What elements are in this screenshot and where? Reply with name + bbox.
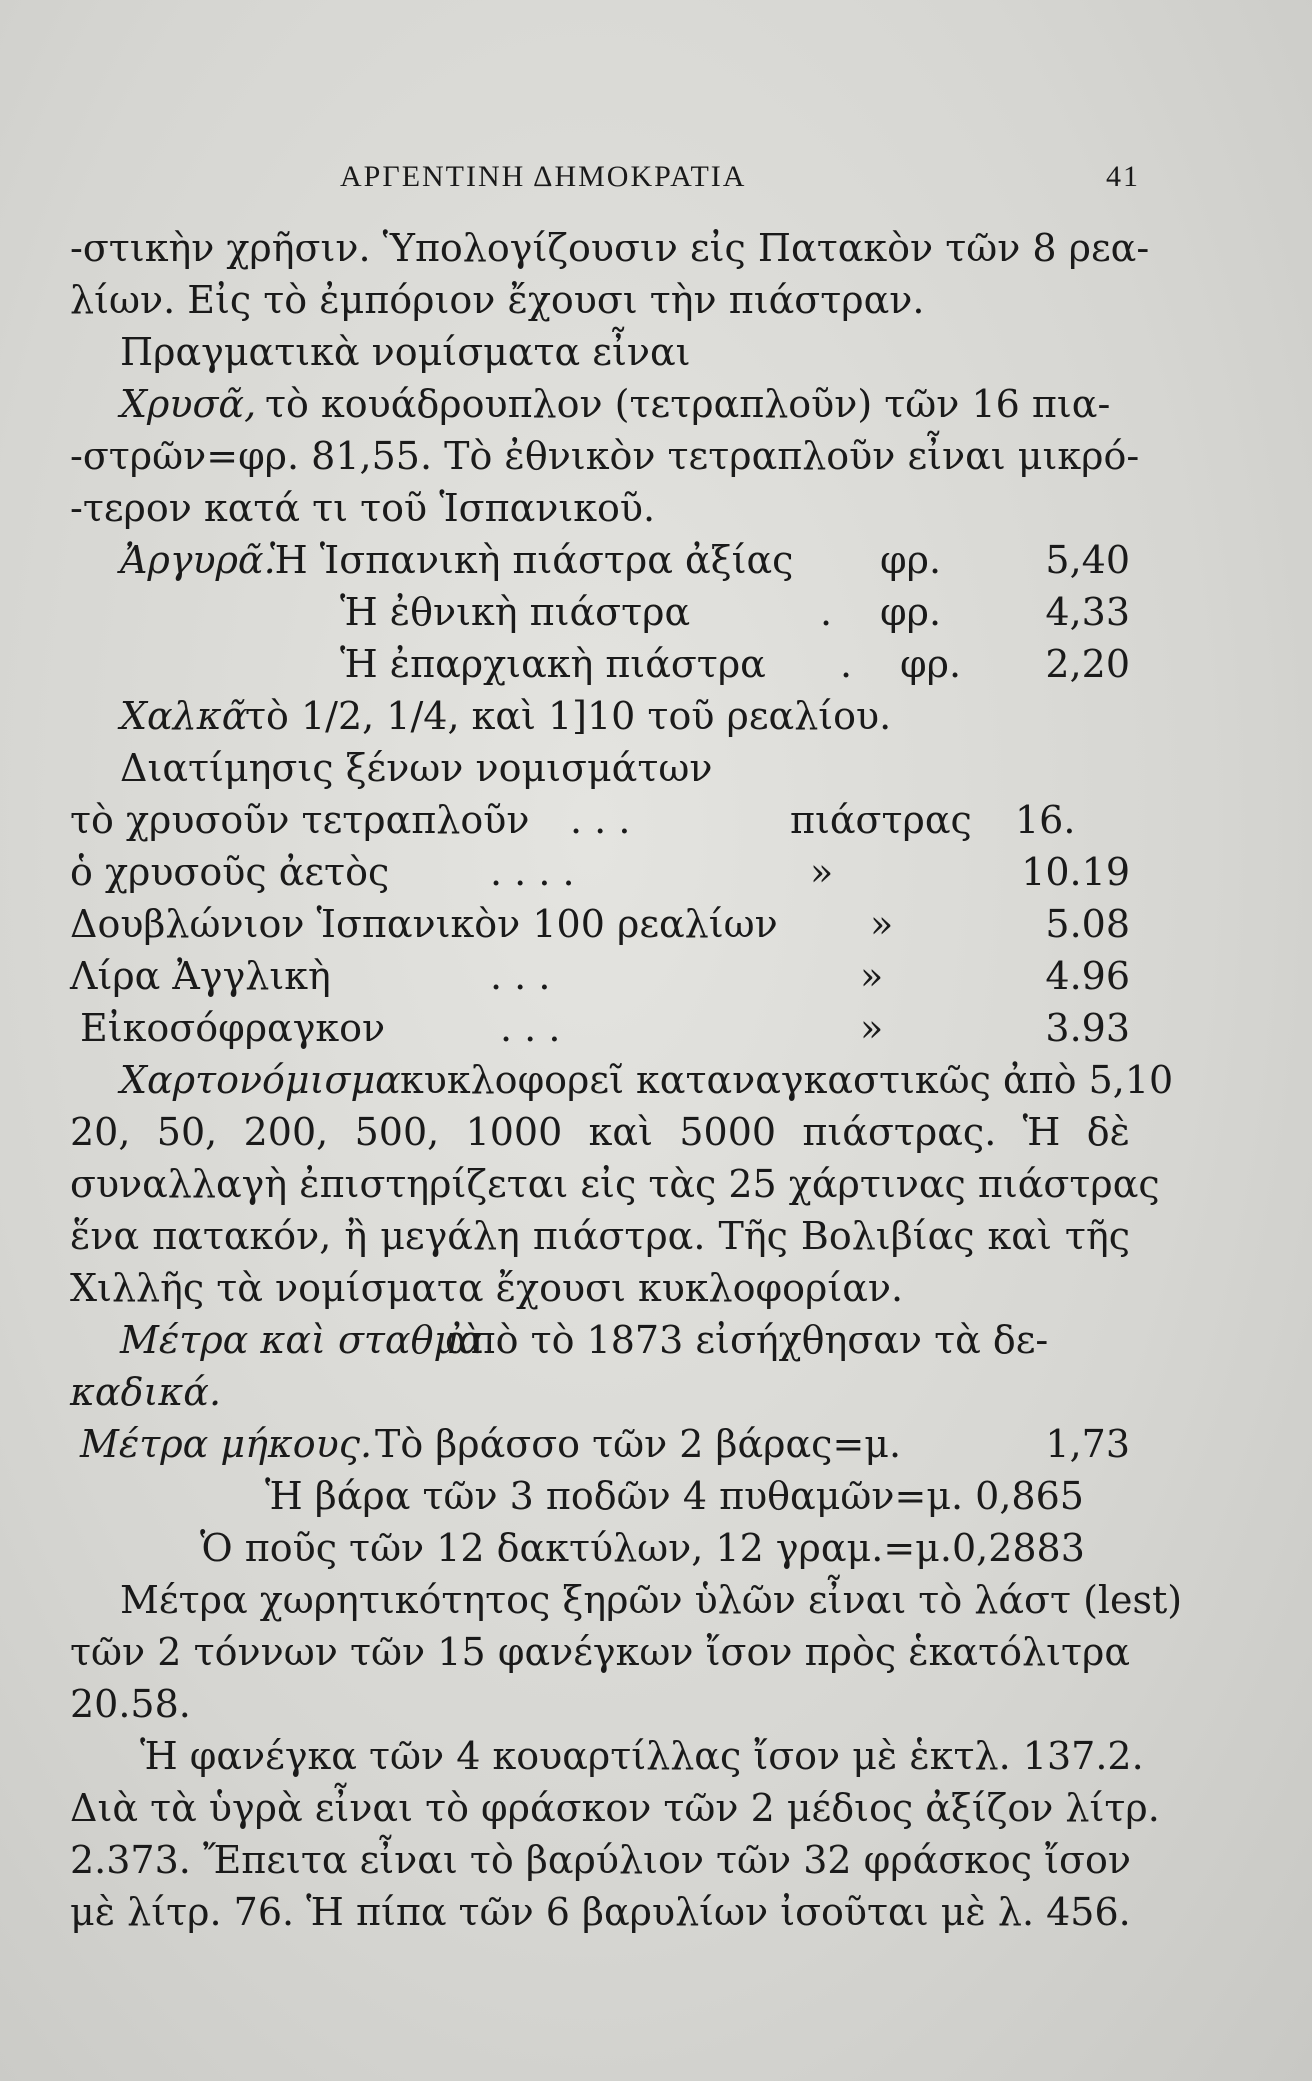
silver-dot-2: . — [820, 590, 833, 634]
foreign-item-2: ὁ χρυσοῦς ἀετὸς — [70, 850, 390, 894]
text-line-5: -στρῶν=φρ. 81,55. Τὸ ἐθνικὸν τετραπλοῦν εἶναι μικρό- — [70, 434, 1140, 478]
text-line-6: -τερον κατά τι τοῦ Ἱσπανικοῦ. — [70, 486, 656, 530]
text-line-2: λίων. Εἰς τὸ ἐμπόριον ἔχουσι τὴν πιάστραν. — [70, 278, 925, 322]
silver-value-3: 2,20 — [1045, 642, 1130, 686]
text-line-4 — [70, 378, 1130, 430]
foreign-dots-2: . . . . — [490, 850, 575, 894]
weights-label: Μέτρα καὶ σταθμὰ — [120, 1318, 484, 1362]
foreign-row-2 — [70, 846, 1130, 898]
foreign-unit-2: » — [810, 850, 834, 894]
running-header — [340, 160, 1140, 200]
foreign-unit-4: » — [860, 954, 884, 998]
length-value: 1,73 — [1045, 1422, 1130, 1466]
foreign-item-4: Λίρα Ἀγγλικὴ — [70, 954, 331, 998]
foreign-row-4 — [70, 950, 1130, 1002]
page-number: 41 — [1106, 160, 1140, 193]
copper-label: Χαλκᾶ — [120, 694, 248, 738]
weights-text: ἀπὸ τὸ 1873 εἰσήχθησαν τὰ δε- — [445, 1318, 1049, 1362]
gold-label: Χρυσᾶ, — [120, 382, 257, 426]
foreign-row-1 — [70, 794, 1130, 846]
text-line-20: ἕνα πατακόν, ἢ μεγάλη πιάστρα. Τῆς Βολιβίας καὶ τῆς — [70, 1214, 1130, 1258]
foreign-unit-5: » — [860, 1006, 884, 1050]
copper-text: τὸ 1/2, 1/4, καὶ 1]10 τοῦ ρεαλίου. — [245, 694, 892, 738]
silver-unit-3: φρ. — [900, 642, 962, 686]
foreign-item-1: τὸ χρυσοῦν τετραπλοῦν — [70, 798, 530, 842]
text-line-31: Διὰ τὰ ὑγρὰ εἶναι τὸ φράσκον τῶν 2 μέδιος ἀξίζον λίτρ. — [70, 1786, 1160, 1830]
silver-row-3 — [70, 638, 1130, 690]
foreign-value-4: 4.96 — [1045, 954, 1130, 998]
foreign-dots-4: . . . — [490, 954, 551, 998]
foreign-value-5: 3.93 — [1045, 1006, 1130, 1050]
foreign-unit-1: πιάστρας — [790, 798, 972, 842]
text-line-3: Πραγματικὰ νομίσματα εἶναι — [120, 330, 691, 374]
silver-label: Ἀργυρᾶ. — [120, 538, 276, 582]
foreign-row-5 — [70, 1002, 1130, 1054]
text-line-28: τῶν 2 τόννων τῶν 15 φανέγκων ἴσον πρὸς ἑκατόλιτρα — [70, 1630, 1130, 1674]
text-line-1: -στικὴν χρῆσιν. Ὑπολογίζουσιν εἰς Πατακὸν τῶν 8 ρεα- — [70, 226, 1150, 270]
text-line-25: Ἡ βάρα τῶν 3 ποδῶν 4 πυθαμῶν=μ. 0,865 — [265, 1474, 1084, 1518]
foreign-row-3 — [70, 898, 1130, 950]
text-line-18: 20, 50, 200, 500, 1000 καὶ 5000 πιάστρας. Ἡ δὲ — [70, 1110, 1130, 1154]
silver-row-2 — [70, 586, 1130, 638]
foreign-value-3: 5.08 — [1045, 902, 1130, 946]
text-line-26: Ὁ ποῦς τῶν 12 δακτύλων, 12 γραμ.=μ.0,2883 — [200, 1526, 1085, 1570]
paper-money-label: Χαρτονόμισμα — [120, 1058, 401, 1102]
text-line-23: καδικά. — [70, 1370, 222, 1414]
silver-unit-2: φρ. — [880, 590, 942, 634]
silver-item-2: Ἡ ἐθνικὴ πιάστρα — [340, 590, 691, 634]
length-text: Τὸ βράσσο τῶν 2 βάρας=μ. — [375, 1422, 902, 1466]
text-line-11: Διατίμησις ξένων νομισμάτων — [120, 746, 713, 790]
silver-row-1 — [70, 534, 1130, 586]
text-line-10 — [70, 690, 1130, 742]
text-line-24 — [70, 1418, 1130, 1470]
text-line-22 — [70, 1314, 1130, 1366]
text-line-27: Μέτρα χωρητικότητος ξηρῶν ὑλῶν εἶναι τὸ λάστ (lest) — [120, 1578, 1183, 1622]
gold-text: τὸ κουάδρουπλον (τετραπλοῦν) τῶν 16 πια- — [265, 382, 1111, 426]
foreign-dots-1: . . . — [570, 798, 631, 842]
text-line-21: Χιλλῆς τὰ νομίσματα ἔχουσι κυκλοφορίαν. — [70, 1266, 904, 1310]
paper-money-text: κυκλοφορεῖ καταναγκαστικῶς ἀπὸ 5,10 — [400, 1058, 1174, 1102]
length-label: Μέτρα μήκους. — [80, 1422, 373, 1466]
silver-value-2: 4,33 — [1045, 590, 1130, 634]
foreign-item-5: Εἰκοσόφραγκον — [80, 1006, 386, 1050]
text-line-29: 20.58. — [70, 1682, 191, 1726]
foreign-dots-5: . . . — [500, 1006, 561, 1050]
silver-value-1: 5,40 — [1045, 538, 1130, 582]
text-line-30: Ἡ φανέγκα τῶν 4 κουαρτίλλας ἴσον μὲ ἑκτλ. 137.2. — [140, 1734, 1144, 1778]
foreign-value-2: 10.19 — [1021, 850, 1130, 894]
text-line-17 — [70, 1054, 1174, 1106]
foreign-value-1: 16. — [1015, 798, 1076, 842]
header-title: ΑΡΓΕΝΤΙΝΗ ΔΗΜΟΚΡΑΤΙΑ — [340, 160, 747, 193]
foreign-unit-3: » — [870, 902, 894, 946]
text-line-33: μὲ λίτρ. 76. Ἡ πίπα τῶν 6 βαρυλίων ἰσοῦται μὲ λ. 456. — [70, 1890, 1131, 1934]
text-line-32: 2.373. Ἔπειτα εἶναι τὸ βαρύλιον τῶν 32 φράσκος ἴσον — [70, 1838, 1131, 1882]
silver-item-3: Ἡ ἐπαρχιακὴ πιάστρα — [340, 642, 766, 686]
silver-dot-3: . — [840, 642, 853, 686]
foreign-item-3: Δουβλώνιον Ἱσπανικὸν 100 ρεαλίων — [70, 902, 778, 946]
silver-item-1: Ἡ Ἱσπανικὴ πιάστρα ἀξίας — [270, 538, 794, 582]
text-line-19: συναλλαγὴ ἐπιστηρίζεται εἰς τὰς 25 χάρτινας πιάστρας — [70, 1162, 1160, 1206]
silver-unit-1: φρ. — [880, 538, 942, 582]
